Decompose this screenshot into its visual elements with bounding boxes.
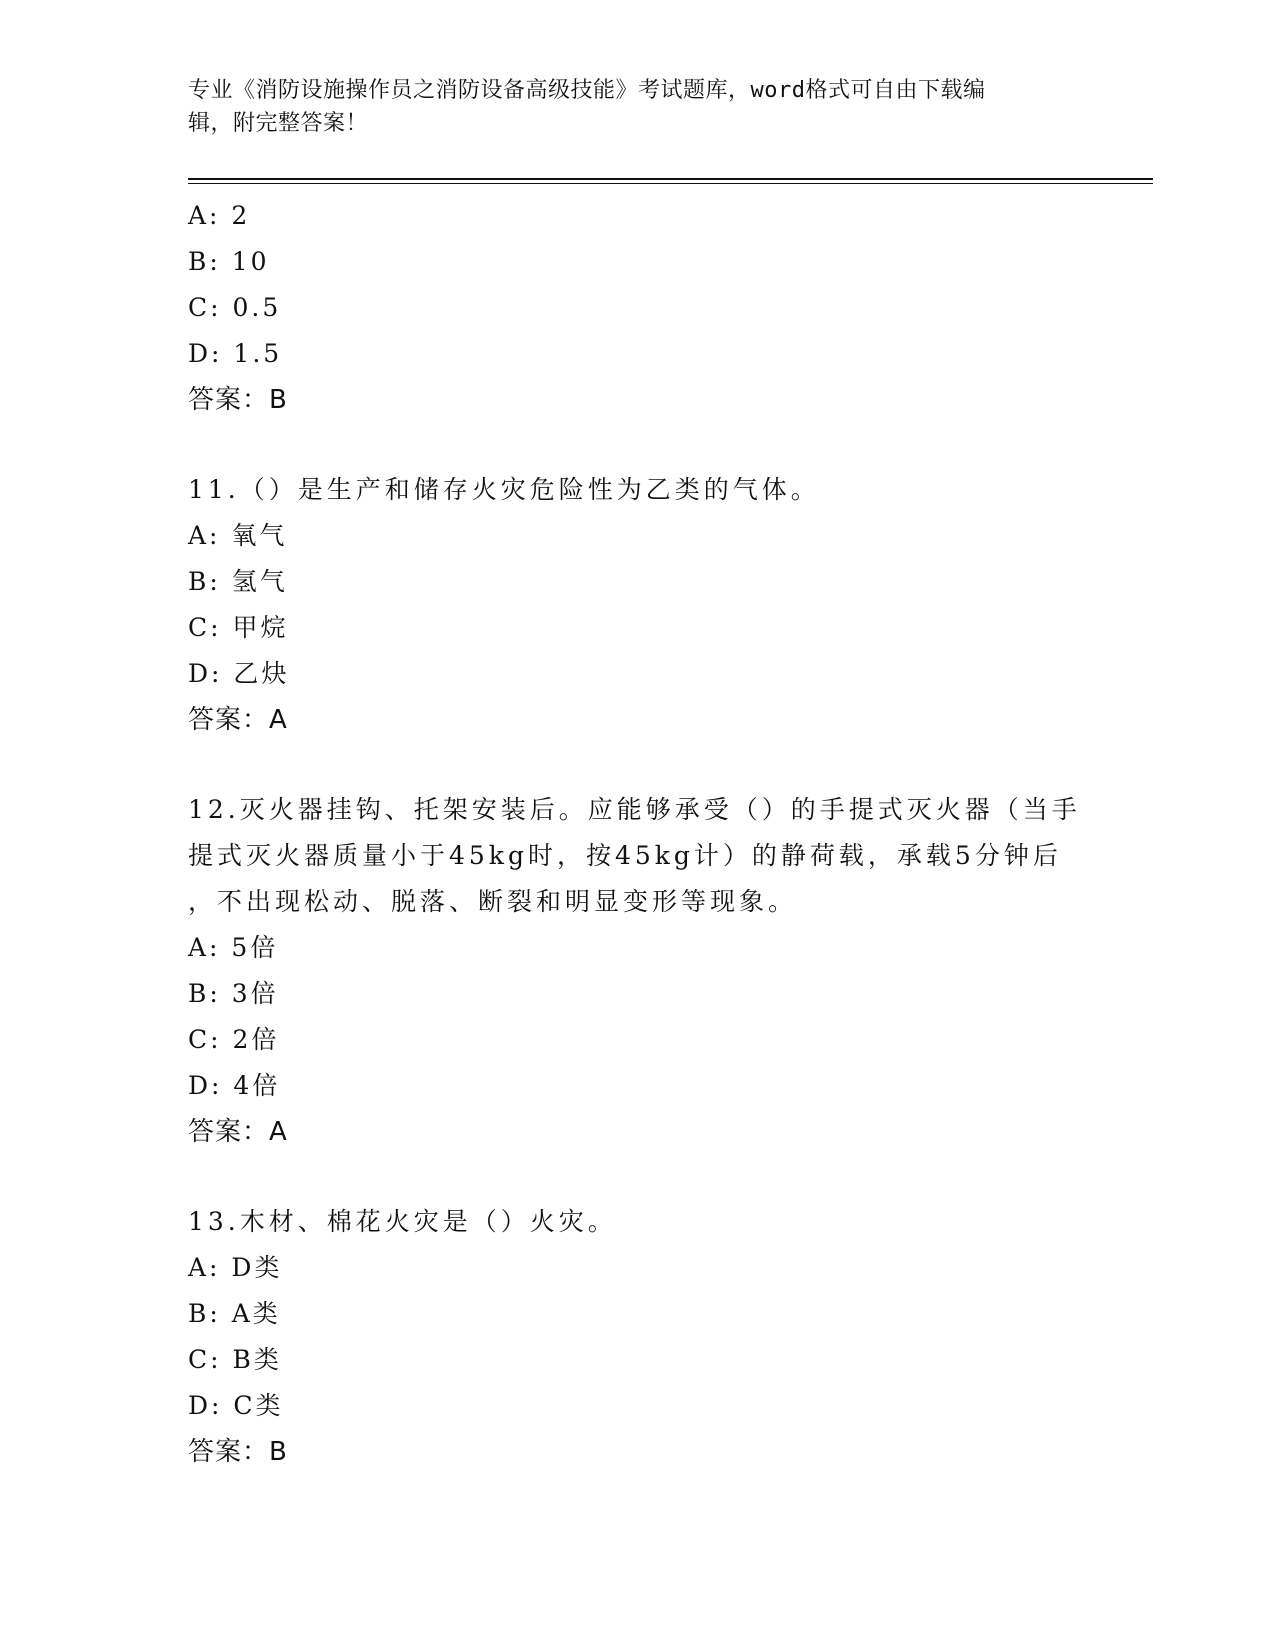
option-d: D: 4倍 (188, 1071, 281, 1100)
option-b: B: 10 (188, 247, 270, 276)
header-line-1: 专业《消防设施操作员之消防设备高级技能》考试题库，word格式可自由下载编 (188, 78, 986, 103)
option-d: D: 乙炔 (188, 659, 290, 688)
question-stem: 11.（）是生产和储存火灾危险性为乙类的气体。 (188, 475, 820, 504)
option-b: B: 氢气 (188, 567, 288, 596)
document-header (188, 74, 1088, 140)
question-stem: 13.木材、棉花火灾是（）火灾。 (188, 1207, 617, 1236)
question-13 (188, 1199, 1088, 1475)
option-a: A: 氧气 (188, 521, 288, 550)
question-stem-line-1: 12.灭火器挂钩、托架安装后。应能够承受（）的手提式灭火器（当手 (188, 795, 1081, 824)
spacer (188, 743, 1088, 787)
option-c: C: 0.5 (188, 293, 282, 322)
answer-line: 答案：A (188, 1117, 288, 1147)
option-b: B: 3倍 (188, 979, 279, 1008)
header-line-2: 辑，附完整答案！ (188, 111, 369, 136)
question-list (188, 193, 1088, 1475)
answer-line: 答案：A (188, 705, 288, 735)
question-11 (188, 467, 1088, 743)
header-divider-thin (188, 183, 1153, 184)
answer-line: 答案：B (188, 1437, 288, 1467)
option-a: A: D类 (188, 1253, 283, 1282)
option-c: C: 2倍 (188, 1025, 280, 1054)
option-a: A: 5倍 (188, 933, 279, 962)
spacer (188, 423, 1088, 467)
option-c: C: B类 (188, 1345, 282, 1374)
option-a: A: 2 (188, 201, 251, 230)
question-12 (188, 787, 1088, 1155)
question-stem-line-2: 提式灭火器质量小于45kg时，按45kg计）的静荷载，承载5分钟后 (188, 841, 1062, 870)
question-stem-line-3: ，不出现松动、脱落、断裂和明显变形等现象。 (188, 887, 798, 916)
option-b: B: A类 (188, 1299, 281, 1328)
header-divider-thick (188, 178, 1153, 180)
question-10 (188, 193, 1088, 423)
option-c: C: 甲烷 (188, 613, 289, 642)
spacer (188, 1155, 1088, 1199)
option-d: D: 1.5 (188, 339, 283, 368)
answer-line: 答案：B (188, 385, 288, 415)
option-d: D: C类 (188, 1391, 284, 1420)
